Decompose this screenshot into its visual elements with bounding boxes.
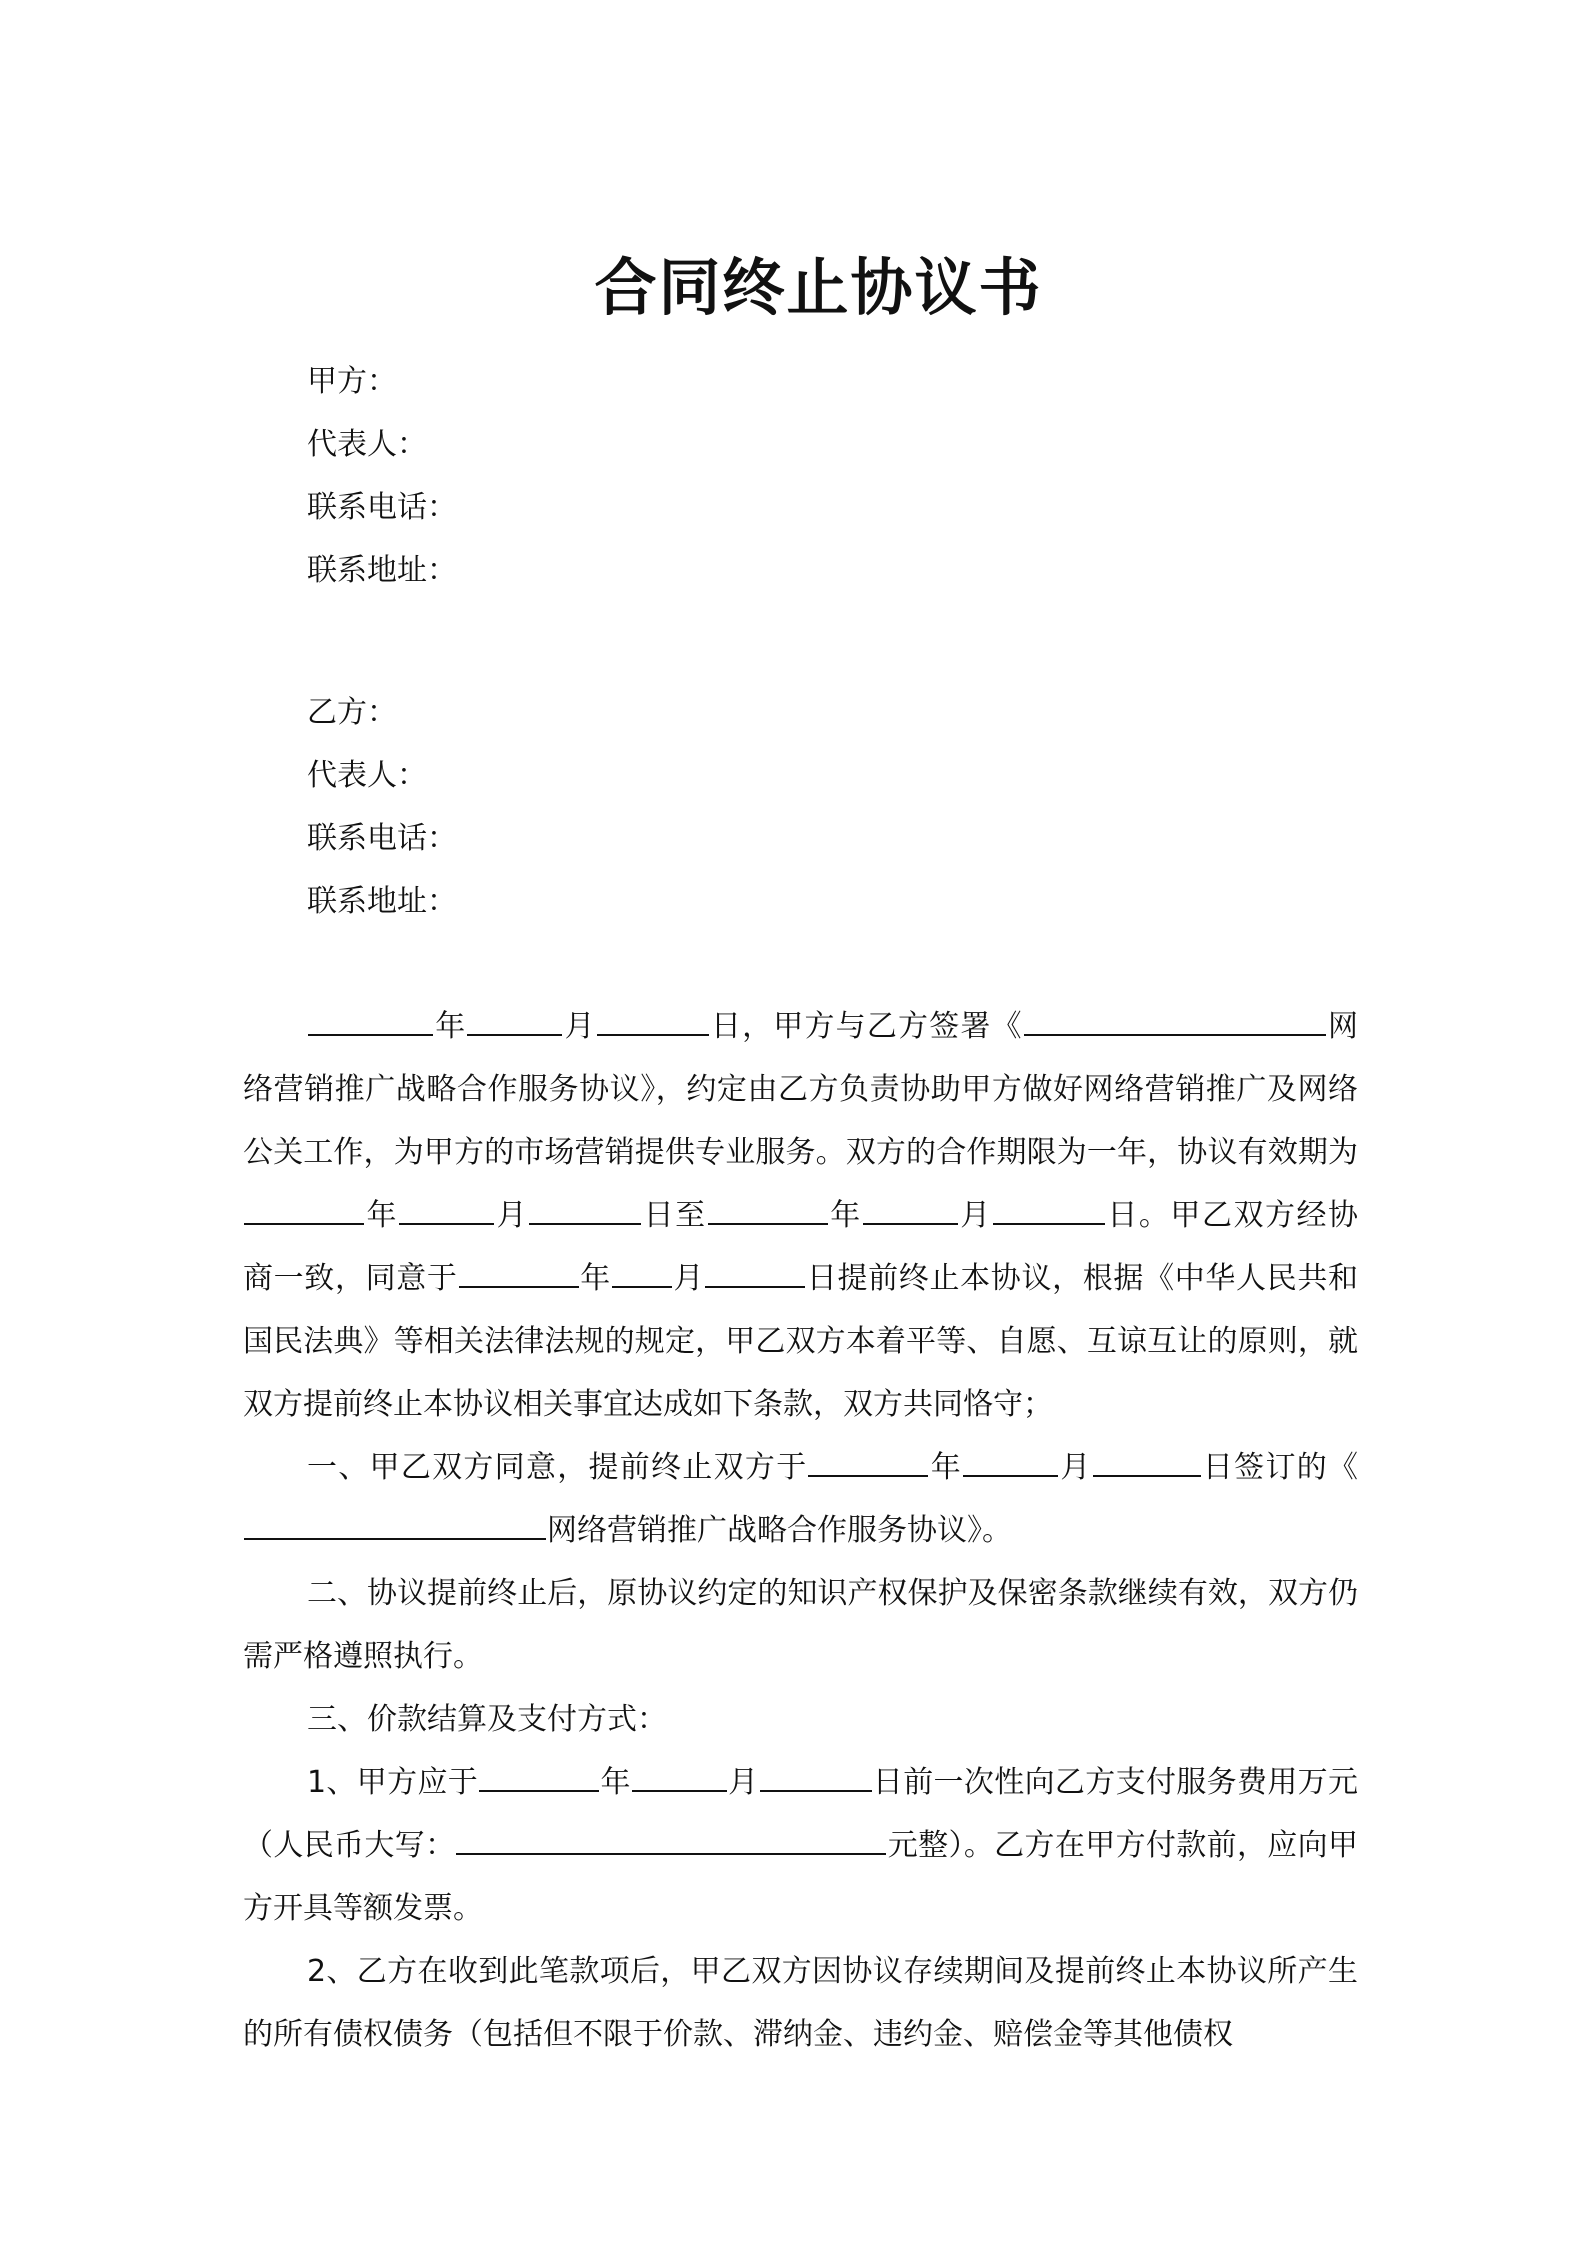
party-b-phone-label: 联系电话： (307, 821, 457, 856)
blank-pay-month (632, 1760, 727, 1792)
blank-end-year (708, 1193, 828, 1225)
party-a-name-label: 甲方： (307, 364, 397, 399)
document-title: 合同终止协议书 (594, 251, 1043, 324)
party-b-address-label: 联系地址： (307, 884, 457, 919)
blank-sign-year (808, 1445, 928, 1477)
paragraph-background: 年 月 日，甲方与乙方签署《 网络营销推广战略合作服务协议》，约定由乙方负责协助甲方做好网络营销推广及网络公关工作，为甲方的市场营销提供专业服务。双方的合作期限为一年，协议有效期为年 月 日至 年 月 日。甲乙双方经协商一致，同意于 年 月 日提前终止本协议，根据《中华人民共和国民法典》等相关法律法规的规定，甲乙双方本着平等、自愿、互谅互让的原则，就双方提前终止本协议相关事宜达成如下条款，双方共同恪守； (243, 995, 1358, 1436)
party-b-block (307, 681, 457, 933)
party-a-phone-label: 联系电话： (307, 490, 457, 525)
blank-day (597, 1004, 709, 1036)
party-b-name-label: 乙方： (307, 695, 397, 730)
blank-sign-month (963, 1445, 1058, 1477)
agreement-body (243, 995, 1358, 2066)
party-b-rep-label: 代表人： (307, 758, 427, 793)
blank-agreement-name-2 (244, 1508, 546, 1540)
blank-month (467, 1004, 562, 1036)
blank-agreement-name (1024, 1004, 1326, 1036)
clause-one: 一、甲乙双方同意，提前终止双方于 年 月 日签订的《网络营销推广战略合作服务协议》。 (243, 1436, 1358, 1562)
blank-end-month (863, 1193, 958, 1225)
blank-termination-month (612, 1256, 672, 1288)
blank-start-day (529, 1193, 641, 1225)
party-a-rep-label: 代表人： (307, 427, 427, 462)
blank-termination-year (459, 1256, 579, 1288)
blank-start-month (399, 1193, 494, 1225)
blank-termination-day (705, 1256, 805, 1288)
blank-start-year (244, 1193, 364, 1225)
clause-three-item-1: 1、甲方应于 年 月 日前一次性向乙方支付服务费用万元（人民币大写： 元整）。乙方在甲方付款前，应向甲方开具等额发票。 (243, 1751, 1358, 1940)
blank-sign-day (1093, 1445, 1201, 1477)
blank-amount-capital (456, 1823, 886, 1855)
clause-two: 二、协议提前终止后，原协议约定的知识产权保护及保密条款继续有效，双方仍需严格遵照执行。 (243, 1576, 1358, 1674)
party-a-block (307, 350, 457, 602)
blank-pay-year (479, 1760, 599, 1792)
clause-three-heading: 三、价款结算及支付方式： (307, 1702, 667, 1737)
party-a-address-label: 联系地址： (307, 553, 457, 588)
clause-three-item-2: 2、乙方在收到此笔款项后，甲乙双方因协议存续期间及提前终止本协议所产生的所有债权债务（包括但不限于价款、滞纳金、违约金、赔偿金等其他债权 (243, 1954, 1358, 2052)
blank-pay-day (760, 1760, 872, 1792)
blank-end-day (993, 1193, 1105, 1225)
blank-year (308, 1004, 433, 1036)
